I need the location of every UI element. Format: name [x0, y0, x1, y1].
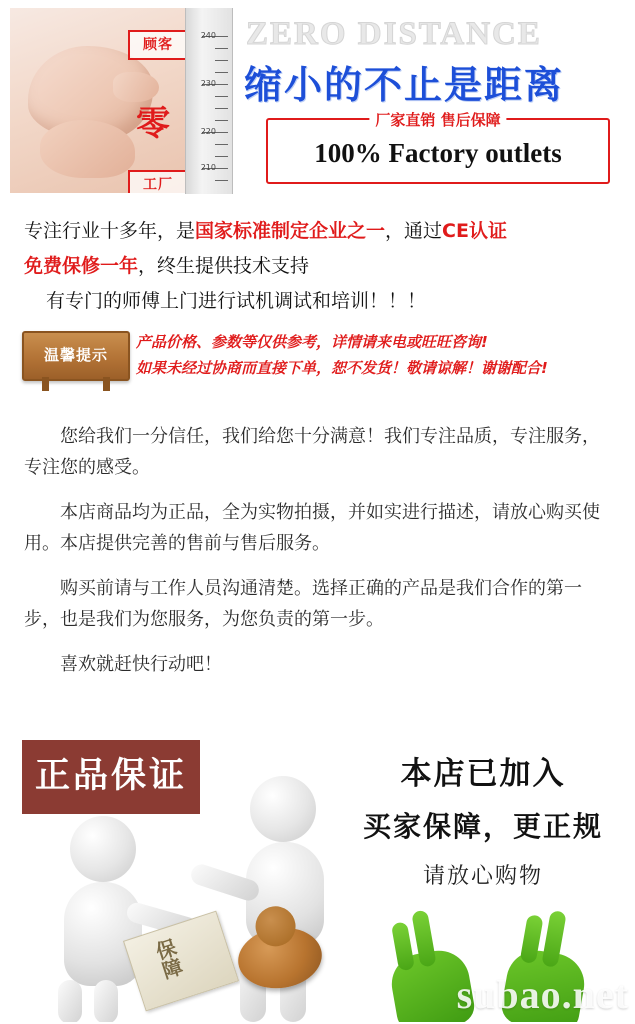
guarantee-card-text: 保障 — [150, 936, 186, 982]
promise-line-1-highlight-2: CE认证 — [442, 220, 507, 242]
ruler-graphic — [185, 8, 233, 194]
figure-right — [40, 742, 370, 1017]
guarantee-line-1: 本店已加入 — [400, 756, 566, 792]
guarantee-section — [0, 712, 635, 1022]
ruler-tick-label: 210 — [200, 163, 216, 172]
hand-photo — [10, 8, 185, 193]
figure-head — [250, 776, 316, 842]
genuine-product-badge: 正品保证 — [22, 740, 200, 814]
statement-section — [0, 409, 635, 712]
banner-watermark-en: ZERO DISTANCE — [246, 16, 542, 52]
notice-text-line-1: 产品价格、参数等仅供参考，详情请来电或旺旺咨询! — [136, 333, 488, 351]
promise-line-1-highlight: 国家标准制定企业之一 — [195, 220, 386, 242]
promise-line-2-rest: ，终生提供技术支持 — [138, 255, 310, 277]
statement-paragraph-4: 喜欢就赶快行动吧！ — [60, 654, 222, 675]
ruler-tick-label: 230 — [200, 79, 216, 88]
promise-line-1-prefix: 专注行业十多年，是 — [24, 220, 196, 242]
promise-section — [0, 200, 635, 409]
factory-outlet-box — [266, 111, 610, 184]
statement-paragraph-1: 您给我们一分信任，我们给您十分满意！我们专注品质，专注服务，专注您的感受。 — [24, 426, 600, 478]
wood-sign-icon: 温馨提示 — [22, 331, 130, 381]
promise-line-2 — [24, 251, 635, 278]
ruler-tick-label: 240 — [200, 31, 216, 40]
guarantee-line-2: 买家保障，更正规 — [362, 810, 603, 843]
notice-block — [0, 327, 635, 395]
notice-text — [136, 329, 548, 381]
statement-paragraph-3: 购买前请与工作人员沟通清楚。选择正确的产品是我们合作的第一步，也是我们为您服务，为您负责的第一步。 — [24, 578, 582, 630]
banner-text-area — [238, 0, 635, 200]
promise-line-1-mid: ，通过 — [385, 220, 443, 242]
tag-customer: 顾客 — [128, 30, 185, 60]
tag-factory: 工厂 — [128, 170, 185, 193]
notice-text-line-2: 如果未经过协商而直接下单，恕不发货！敬请谅解！谢谢配合! — [136, 359, 548, 377]
statement-paragraph-2: 本店商品均为正品，全为实物拍摄，并如实进行描述，请放心购买使用。本店提供完善的售前与售后服务。 — [24, 502, 600, 554]
promise-line-3: 有专门的师傅上门进行试机调试和培训！！！ — [46, 290, 427, 312]
promo-banner — [0, 0, 635, 200]
guarantee-text-block — [347, 748, 619, 890]
banner-headline: 缩小的不止是距离 — [244, 63, 565, 107]
factory-outlet-title: 100% Factory outlets — [314, 138, 562, 168]
site-watermark: subao.net — [456, 972, 629, 1017]
promise-line-2-highlight: 免费保修一年 — [24, 255, 139, 277]
tag-zero: 零 — [136, 104, 170, 144]
promise-line-1 — [24, 216, 635, 243]
guarantee-line-3: 请放心购物 — [422, 864, 543, 889]
ruler-tick-label: 220 — [200, 127, 216, 136]
factory-outlet-subtitle: 厂家直销 售后保障 — [369, 109, 506, 130]
